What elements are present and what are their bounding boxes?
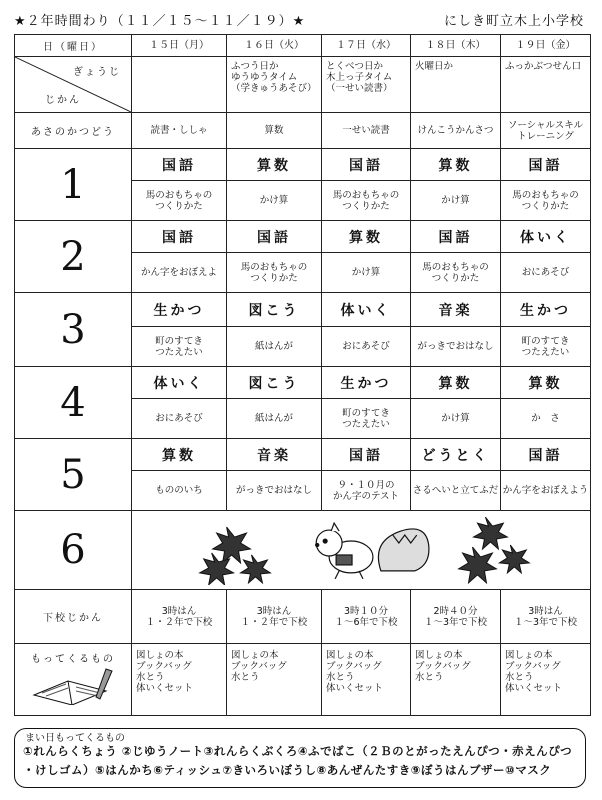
day-wed: １７日（水） — [322, 35, 411, 57]
period-2-number: 2 — [15, 221, 132, 293]
subject-cell: 算数 — [411, 367, 501, 399]
detail-cell: 馬のおもちゃの つくりかた — [227, 253, 322, 293]
subject-cell: 国語 — [132, 149, 227, 181]
school-name: にしき町立木上小学校 — [443, 14, 584, 29]
period-2-subject-row — [15, 221, 591, 253]
detail-cell: 馬のおもちゃの つくりかた — [501, 181, 591, 221]
morning-label: あさのかつどう — [15, 113, 132, 149]
time-label: じかん — [45, 95, 81, 106]
detail-cell: 町のすてき つたえたい — [501, 327, 591, 367]
period-3-subject-row — [15, 293, 591, 327]
event-thu: 火曜日か — [411, 57, 501, 113]
detail-cell: かけ算 — [322, 253, 411, 293]
subject-cell: 国語 — [411, 221, 501, 253]
subject-cell: 体いく — [322, 293, 411, 327]
subject-cell: 算数 — [132, 439, 227, 471]
book-icon — [28, 665, 118, 705]
subject-cell: 国語 — [132, 221, 227, 253]
day-label: 日（曜日） — [15, 35, 132, 57]
morning-row — [15, 113, 591, 149]
morning-fri: ソーシャルスキル トレーニング — [501, 113, 591, 149]
period-1-number: 1 — [15, 149, 132, 221]
maple-leaf-icon — [213, 527, 251, 563]
detail-cell: 町のすてき つたえたい — [322, 399, 411, 439]
bring-wed: 図しょの本 ブックバッグ 水とう 体いくセット — [322, 644, 411, 716]
bring-mon: 図しょの本 ブックバッグ 水とう 体いくセット — [132, 644, 227, 716]
bring-fri: 図しょの本 ブックバッグ 水とう 体いくセット — [501, 644, 591, 716]
autumn-leaves-squirrel-illustration — [132, 511, 590, 585]
subject-cell: 生かつ — [501, 293, 591, 327]
events-header-cell — [15, 57, 132, 113]
bring-label: もってくるもの — [31, 654, 115, 665]
subject-cell: 図こう — [227, 367, 322, 399]
maple-leaf-icon — [241, 555, 271, 583]
morning-wed: 一せい読書 — [322, 113, 411, 149]
subject-cell: 生かつ — [322, 367, 411, 399]
dismissal-label: 下校じかん — [15, 590, 132, 644]
detail-cell: かけ算 — [411, 181, 501, 221]
page-title: ★２年時間わり（１１／１５〜１１／１９）★ — [14, 14, 306, 29]
event-wed: とくべつ日か 木上っ子タイム （一せい読書） — [322, 57, 411, 113]
subject-cell: 体いく — [501, 221, 591, 253]
subject-cell: 音楽 — [411, 293, 501, 327]
dismissal-row — [15, 590, 591, 644]
detail-cell: おにあそび — [501, 253, 591, 293]
bring-tue: 図しょの本 ブックバッグ 水とう — [227, 644, 322, 716]
day-tue: １６日（火） — [227, 35, 322, 57]
subject-cell: 国語 — [322, 149, 411, 181]
period-5-number: 5 — [15, 439, 132, 511]
daily-items-box — [14, 728, 586, 788]
dismissal-fri: 3時はん １〜3年で下校 — [501, 590, 591, 644]
morning-mon: 読書・ししゃ — [132, 113, 227, 149]
detail-cell: 紙はんが — [227, 327, 322, 367]
events-row — [15, 57, 591, 113]
detail-cell: おにあそび — [132, 399, 227, 439]
morning-thu: けんこうかんさつ — [411, 113, 501, 149]
detail-cell: がっきでおはなし — [227, 471, 322, 511]
page-header — [14, 8, 588, 30]
bring-row — [15, 644, 591, 716]
dismissal-mon: 3時はん １・２年で下校 — [132, 590, 227, 644]
maple-leaf-icon — [499, 545, 529, 573]
period-5-subject-row — [15, 439, 591, 471]
detail-cell: かん字をおぼえよ — [132, 253, 227, 293]
detail-cell: ９・１０月の かん字のテスト — [322, 471, 411, 511]
bring-thu: 図しょの本 ブックバッグ 水とう — [411, 644, 501, 716]
subject-cell: 図こう — [227, 293, 322, 327]
period-4-number: 4 — [15, 367, 132, 439]
subject-cell: 算数 — [322, 221, 411, 253]
subject-cell: 国語 — [501, 149, 591, 181]
header-row — [15, 35, 591, 57]
subject-cell: 音楽 — [227, 439, 322, 471]
detail-cell: もののいち — [132, 471, 227, 511]
detail-cell: かん字をおぼえよう — [501, 471, 591, 511]
events-label: ぎょうじ — [73, 67, 121, 78]
subject-cell: 体いく — [132, 367, 227, 399]
morning-tue: 算数 — [227, 113, 322, 149]
event-fri: ふっかぶつせん口 — [501, 57, 591, 113]
subject-cell: 算数 — [227, 149, 322, 181]
subject-cell: 国語 — [227, 221, 322, 253]
detail-cell: 馬のおもちゃの つくりかた — [132, 181, 227, 221]
detail-cell: 馬のおもちゃの つくりかた — [322, 181, 411, 221]
detail-cell: 町のすてき つたえたい — [132, 327, 227, 367]
detail-cell: がっきでおはなし — [411, 327, 501, 367]
detail-cell: かけ算 — [411, 399, 501, 439]
detail-cell: かけ算 — [227, 181, 322, 221]
period-6-number: 6 — [15, 511, 132, 590]
day-thu: １８日（木） — [411, 35, 501, 57]
daily-items-title: まい日もってくるもの — [25, 733, 125, 744]
detail-cell: 紙はんが — [227, 399, 322, 439]
maple-leaf-icon — [474, 517, 508, 549]
detail-cell: か さ — [501, 399, 591, 439]
timetable — [14, 34, 591, 716]
period-4-subject-row — [15, 367, 591, 399]
day-fri: １９日（金） — [501, 35, 591, 57]
dismissal-thu: 2時４０分 １〜3年で下校 — [411, 590, 501, 644]
day-mon: １５日（月） — [132, 35, 227, 57]
subject-cell: 生かつ — [132, 293, 227, 327]
subject-cell: 国語 — [501, 439, 591, 471]
period-3-number: 3 — [15, 293, 132, 367]
bring-header-cell — [15, 644, 132, 716]
squirrel-icon — [316, 523, 429, 579]
maple-leaf-icon — [459, 547, 497, 583]
detail-cell: 馬のおもちゃの つくりかた — [411, 253, 501, 293]
detail-cell: おにあそび — [322, 327, 411, 367]
dismissal-wed: 3時１０分 １〜6年で下校 — [322, 590, 411, 644]
event-mon — [132, 57, 227, 113]
subject-cell: 国語 — [322, 439, 411, 471]
subject-cell: 算数 — [501, 367, 591, 399]
period-6-row — [15, 511, 591, 590]
subject-cell: 算数 — [411, 149, 501, 181]
daily-items-line-2: ・けしゴム）⑤はんかち⑥ティッシュ⑦きいろいぼうし⑧あんぜんたすき⑨ぼうはんブザー⑩マスク — [23, 763, 552, 777]
period-1-subject-row — [15, 149, 591, 181]
subject-cell: どうとく — [411, 439, 501, 471]
period-6-illustration — [132, 511, 591, 590]
daily-items-line-1: ①れんらくちょう ②じゆうノート③れんらくぶくろ④ふでばこ（２Ｂのとがったえんぴつ・赤えんぴつ — [23, 744, 573, 758]
event-tue: ふつう日か ゆうゆうタイム （学きゅうあそび） — [227, 57, 322, 113]
dismissal-tue: 3時はん １・２年で下校 — [227, 590, 322, 644]
detail-cell: さるへいと立てふだ — [411, 471, 501, 511]
